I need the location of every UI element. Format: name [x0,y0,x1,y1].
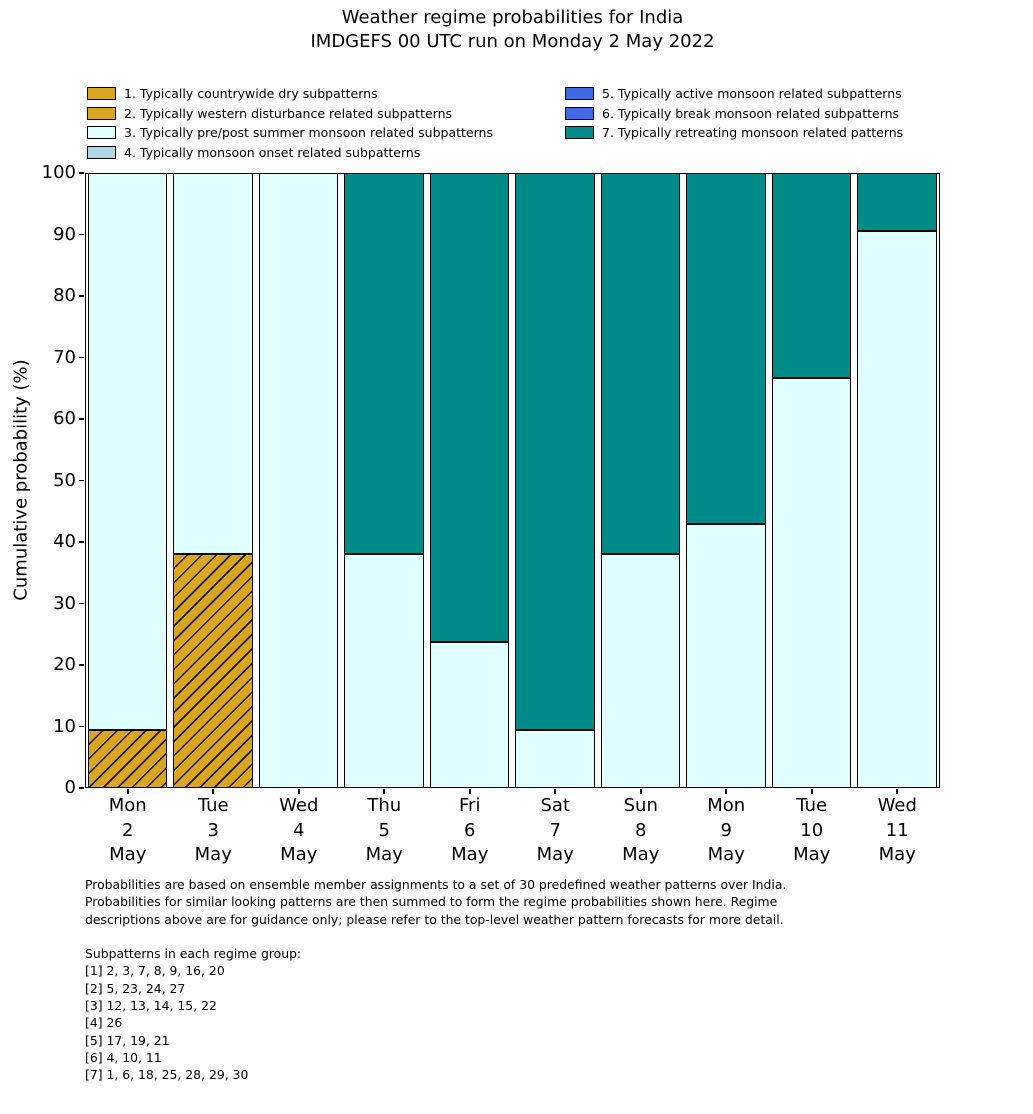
legend-label: 4. Typically monsoon onset related subpatterns [124,144,421,160]
bar-segment [601,173,681,554]
footer-line: descriptions above are for guidance only; please refer to the top-level weather pattern forecasts for more detail. [85,911,784,927]
subpattern-group: [3] 12, 13, 14, 15, 22 [85,998,217,1014]
legend-swatch-icon [565,87,594,100]
subpattern-group: [5] 17, 19, 21 [85,1032,170,1048]
y-tick-label: 30 [53,592,76,614]
x-tick-label [342,794,428,868]
y-tick-label: 80 [53,285,76,306]
y-tick-label: 50 [53,469,76,491]
bar-segment [686,173,766,524]
y-tick-mark [79,664,84,666]
x-tick-label-line: 5 [378,819,390,841]
subpattern-group: [2] 5, 23, 24, 27 [85,980,186,996]
footer-note [85,876,786,1084]
y-tick-mark [79,787,84,789]
bar-segment [173,554,253,788]
subpattern-group: [7] 1, 6, 18, 25, 28, 29, 30 [85,1067,249,1083]
x-tick-label-line: 4 [293,819,305,841]
subpattern-group: [1] 2, 3, 7, 8, 9, 16, 20 [85,963,225,979]
x-tick-label-line: 2 [122,819,134,841]
legend-item [87,126,493,139]
bar-segment [259,173,339,788]
footer-line: Probabilities for similar looking patterns are then summed to form the regime probabilities shown here. Regime [85,894,778,910]
bar-segment [515,730,595,788]
bar-segment [430,642,510,788]
bar-segment [772,378,852,788]
legend-item [565,87,903,100]
x-tick-label-line: Sun [623,795,658,816]
x-tick-label-line: Thu [367,795,402,816]
y-tick-mark [79,418,84,420]
x-tick-label-line: Mon [707,795,746,816]
bar-segment [515,173,595,730]
y-tick-label: 100 [41,162,76,183]
legend-item [565,126,903,139]
footer-line: Probabilities are based on ensemble member assignments to a set of 30 predefined weather patterns over India. [85,877,787,892]
x-tick-label-line: Fri [459,795,481,816]
x-tick-label-line: May [707,844,745,865]
x-tick-label-line: May [109,844,147,865]
legend-label: 3. Typically pre/post summer monsoon related subpatterns [124,125,493,141]
legend-swatch-icon [87,126,116,139]
x-tick-label-line: Tue [796,795,828,816]
legend-label: 2. Typically western disturbance related subpatterns [124,105,453,121]
y-tick-mark [79,541,84,543]
x-tick-label-line: Sat [540,795,570,816]
y-tick-mark [79,234,84,236]
y-tick-mark [79,726,84,728]
legend-label: 6. Typically break monsoon related subpatterns [602,105,900,121]
y-tick-mark [79,603,84,605]
legend-swatch-icon [87,87,116,100]
y-tick-mark [79,480,84,482]
x-tick-label-line: Mon [108,795,147,816]
y-tick-label: 90 [53,223,76,245]
legend-column-left [87,87,493,165]
bar-segment [857,173,937,231]
y-tick-label: 10 [53,715,76,737]
x-tick-label [256,794,342,868]
x-tick-label [684,794,770,868]
bar-segment [173,173,253,554]
bar-segment [772,173,852,378]
x-tick-label [85,794,171,868]
chart-title: Weather regime probabilities for India [341,7,684,28]
legend-label: 7. Typically retreating monsoon related patterns [602,125,904,141]
legend-item [87,87,493,100]
x-tick-label-line: May [878,844,916,865]
bar-segment [88,173,168,730]
y-tick-label: 40 [53,531,76,552]
bar-segment [601,554,681,788]
y-tick-mark [79,357,84,359]
x-tick-label-line: May [194,844,232,865]
legend-swatch-icon [565,126,594,139]
subpatterns-heading: Subpatterns in each regime group: [85,946,302,962]
chart-subtitle: IMDGEFS 00 UTC run on Monday 2 May 2022 [310,31,715,52]
bar-segment [686,524,766,788]
y-axis-label: Cumulative probability (%) [10,359,32,601]
x-tick-label-line: May [365,844,403,865]
bar-segment [344,173,424,554]
bar-segment [88,730,168,788]
x-tick-label-line: 11 [885,819,909,841]
x-tick-label-line: May [451,844,489,865]
x-tick-label [171,794,257,868]
x-tick-label-line: May [793,844,831,865]
x-tick-label-line: Wed [877,795,917,816]
y-tick-mark [79,295,84,297]
bar-segment [430,173,510,642]
x-tick-label [855,794,941,868]
x-tick-label-line: 7 [549,819,561,841]
legend-label: 5. Typically active monsoon related subpatterns [602,86,902,101]
legend-swatch-icon [87,146,116,159]
y-tick-label: 0 [64,777,76,798]
x-tick-label-line: Tue [197,795,229,816]
plot-area [85,173,940,788]
x-tick-label-line: May [280,844,318,865]
legend-item [87,146,493,159]
legend-item [87,107,493,120]
x-tick-label [427,794,513,868]
x-tick-label-line: May [622,844,660,865]
x-tick-label-line: Wed [279,795,319,816]
x-tick-label-line: May [536,844,574,865]
x-tick-label-line: 6 [464,819,476,841]
bar-segment [344,554,424,788]
y-tick-label: 20 [53,654,76,675]
y-tick-mark [79,172,84,174]
x-tick-label [769,794,855,868]
x-tick-label-line: 8 [635,819,647,841]
x-tick-label-line: 9 [720,819,732,841]
legend-swatch-icon [87,107,116,120]
legend-label: 1. Typically countrywide dry subpatterns [124,86,378,101]
legend-column-right [565,87,903,146]
x-tick-label [513,794,599,868]
subpattern-group: [6] 4, 10, 11 [85,1049,162,1065]
x-tick-label-line: 3 [207,819,219,841]
legend-swatch-icon [565,107,594,120]
bar-segment [857,231,937,788]
subpattern-group: [4] 26 [85,1015,123,1031]
y-tick-label: 70 [53,346,76,368]
x-tick-label [598,794,684,868]
x-tick-label-line: 10 [800,819,824,841]
footer-spacer [85,928,786,945]
y-tick-label: 60 [53,408,76,429]
legend-item [565,107,903,120]
